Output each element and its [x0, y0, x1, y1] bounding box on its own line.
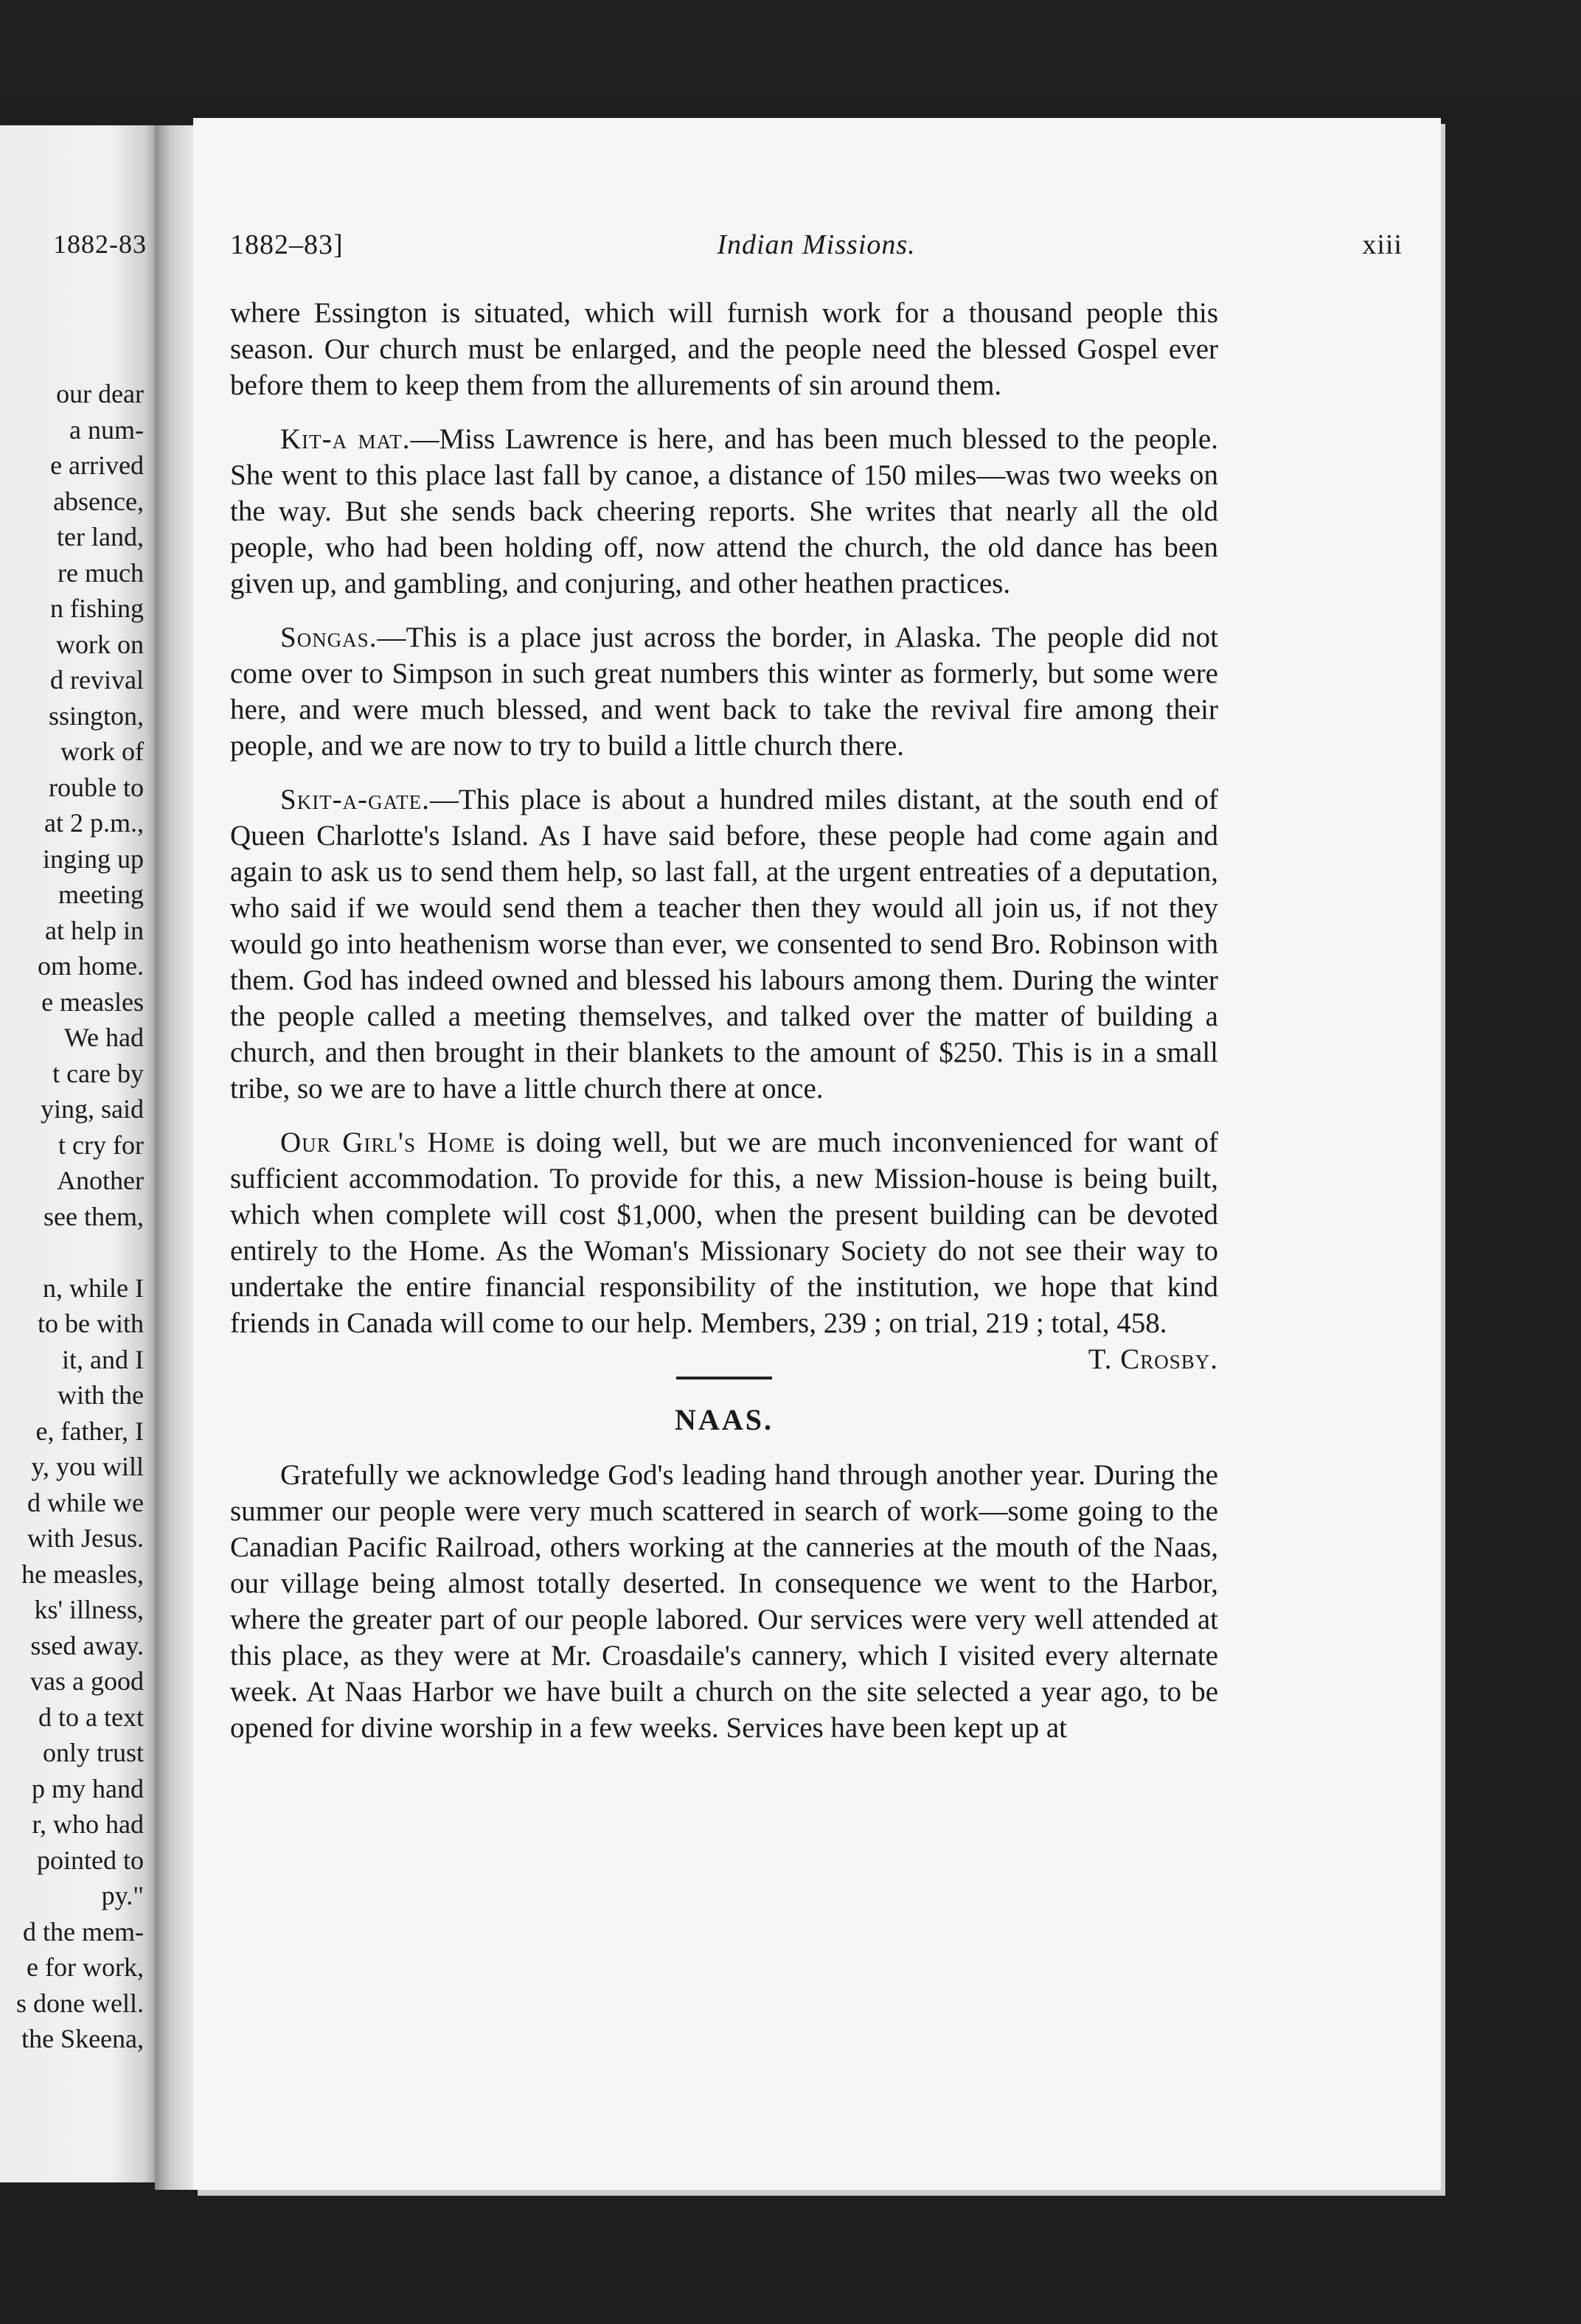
left-page-line: r, who had — [32, 1809, 144, 1839]
paragraph-naas: Gratefully we acknowledge God's leading hand through another year. During the summer our people were very much scattered in search of work—some going to the Canadian Pacific Railroad, others working at the canneries at the mouth of the Naas, our village being almost totally deserted. In consequence we went to the Harbor, where the greater part of our people labored. Our services were very well attended at this place, as they were at Mr. Croasdaile's cannery, which I visited every alternate week. At Naas Harbor we have built a church on the site selected a year ago, to be opened for divine worship in a few weeks. Services have been kept up at — [230, 1459, 1218, 1744]
signature: T. Crosby. — [1088, 1343, 1218, 1375]
paragraph-text: —This place is about a hundred miles distant, at the south end of Queen Charlotte's Island. As I have said before, these people had come again and again to ask us to send them help, so last fall, at the urgent entreaties of a deputation, who said if we would send them a teacher then they would all join us, if not they would go into heathenism worse than ever, we consented to send Bro. Robinson with them. God has indeed owned and blessed his labours among them. During the winter the people called a meeting themselves, and talked over the matter of building a church, and then brought in their blankets to the amount of $250. This is in a small tribe, so we are to have a little church there at once. — [230, 784, 1218, 1104]
left-page-line: our dear — [56, 379, 144, 408]
left-page-line: absence, — [53, 486, 144, 516]
left-page-line: to be with — [38, 1309, 144, 1338]
left-page-line: a num- — [69, 414, 144, 445]
left-page-line: d to a text — [38, 1702, 144, 1732]
left-page-line: vas a good — [30, 1666, 144, 1696]
paragraph-girls-home — [230, 1124, 1218, 1375]
left-page-line: ks' illness, — [34, 1595, 144, 1624]
left-page-line: see them, — [44, 1201, 144, 1231]
body-text — [230, 295, 1218, 1764]
left-page-line: n fishing — [49, 594, 144, 623]
scan-background — [0, 0, 1581, 96]
left-page-line: it, and I — [62, 1344, 144, 1374]
left-page-line: d revival — [50, 665, 144, 695]
page-number: xiii — [1362, 229, 1403, 260]
running-head-title: Indian Missions. — [717, 229, 916, 260]
left-page-line: t cry for — [58, 1130, 144, 1160]
left-page-line: ying, said — [41, 1094, 144, 1124]
left-page-line: only trust — [42, 1738, 144, 1767]
left-page-line: e, father, I — [35, 1416, 144, 1446]
left-page-line: Another — [57, 1166, 144, 1195]
left-page-line: rouble to — [49, 772, 144, 802]
paragraph-kit-a-mat — [230, 421, 1218, 602]
paragraph-text: —Miss Lawrence is here, and has been much blessed to the people. She went to this place last fall by canoe, a distance of 150 miles—was two weeks on the way. But she sends back cheering reports. She writes that nearly all the old people, who had been holding off, now attend the church, the old dance has been given up, and gambling, and conjuring, and other heathen practices. — [230, 423, 1219, 599]
left-page-line: e for work, — [27, 1952, 144, 1982]
paragraph-text: is doing well, but we are much inconvenienced for want of sufficient accommodation. To provide for this, a new Mission-house is being built, which when complete will cost $1,000, when the present building can be devoted entirely to the Home. As the Woman's Missionary Society do not see their way to undertake the entire financial responsibility of the institution, we hope that kind friends in Canada will come to our help. Members, 239 ; on trial, 219 ; total, 458. — [230, 1127, 1218, 1339]
left-page-line: py." — [101, 1881, 144, 1910]
running-head-year: 1882–83] — [230, 229, 344, 260]
left-page-line: work of — [60, 737, 144, 766]
paragraph-skit-a-gate — [230, 782, 1218, 1107]
left-page-line: ssington, — [48, 700, 144, 731]
left-page-line: t care by — [52, 1058, 144, 1088]
section-label-songas: Songas. — [280, 622, 378, 653]
running-head — [230, 229, 1403, 265]
left-page-line: at help in — [45, 915, 144, 945]
left-page-line: pointed to — [37, 1845, 144, 1875]
left-page-line: s done well. — [16, 1988, 144, 2018]
left-page-line: e arrived — [50, 450, 144, 480]
section-heading-naas: NAAS. — [675, 1403, 774, 1436]
paragraph-text: —This is a place just across the border, in Alaska. The people did not come over to Simpson in such great numbers this winter as formerly, but some were here, and were much blessed, and went back to take the revival fire among their people, and we are now to try to build a little church there. — [230, 622, 1218, 762]
left-page-line: with the — [58, 1380, 144, 1410]
left-page-line: n, while I — [43, 1273, 144, 1303]
left-page-line: work on — [56, 629, 144, 659]
left-page — [0, 125, 159, 2182]
left-page-line: om home. — [38, 951, 144, 981]
paragraph-continued: where Essington is situated, which will furnish work for a thousand people this season. Our church must be enlarged, and the people need the blessed Gospel ever before them to keep them from the allurements of sin around them. — [230, 297, 1218, 401]
left-page-line: the Skeena, — [21, 2024, 144, 2053]
left-page-header: 1882-83 — [53, 229, 147, 259]
left-page-line: ter land, — [57, 522, 144, 552]
left-page-line: y, you will — [31, 1452, 144, 1481]
left-page-line: he measles, — [21, 1559, 144, 1589]
left-page-line: p my hand — [32, 1773, 144, 1803]
left-page-line: d while we — [27, 1487, 144, 1517]
paragraph-songas — [230, 619, 1218, 764]
section-label-girls-home: Our Girl's Home — [280, 1127, 496, 1158]
left-page-line: with Jesus. — [27, 1523, 144, 1553]
right-page — [193, 118, 1441, 2190]
left-page-text — [16, 376, 144, 2057]
left-page-line: at 2 p.m., — [44, 808, 144, 838]
left-page-line: inging up — [42, 843, 144, 874]
left-page-line: ssed away. — [30, 1630, 144, 1660]
left-page-line: e measles — [41, 987, 144, 1017]
left-page-line: We had — [63, 1023, 144, 1052]
left-page-line: re much — [58, 557, 144, 588]
section-label-skit-a-gate: Skit-a-gate. — [280, 784, 430, 815]
section-label-kit-a-mat: Kit-a mat. — [280, 423, 411, 455]
section-divider — [676, 1377, 772, 1380]
left-page-line: d the mem- — [23, 1916, 144, 1946]
left-page-line: meeting — [58, 880, 144, 909]
left-page-line — [16, 1234, 144, 1270]
